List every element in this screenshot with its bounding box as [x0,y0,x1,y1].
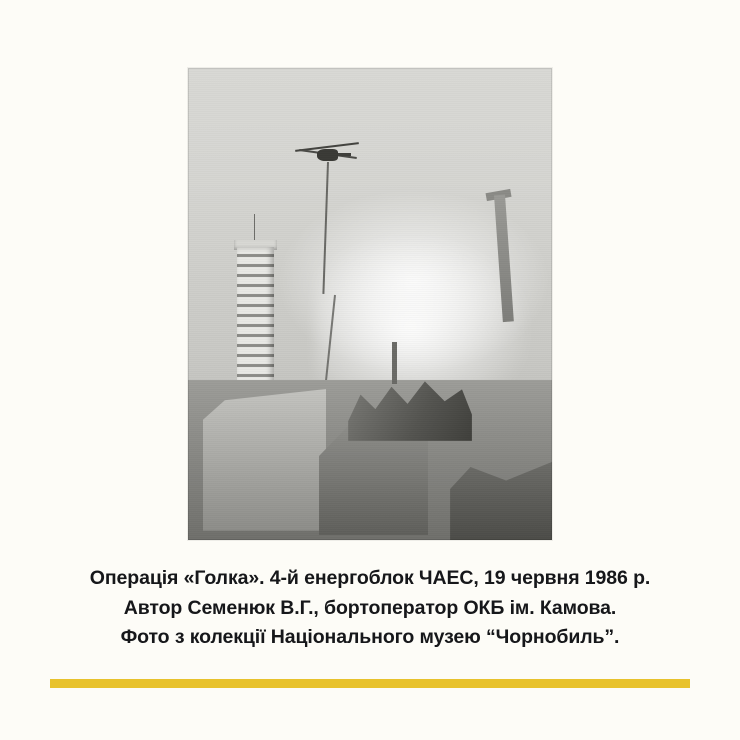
caption-line-3: Фото з колекції Національного музею “Чорнобиль”. [120,626,620,649]
caption-line-2: Автор Семенюк В.Г., бортоператор ОКБ ім. Камова. [123,596,617,619]
photo-frame [188,68,552,540]
reactor-building-left-wing [203,389,327,531]
chernobyl-reactor-photo [188,68,552,540]
vent-stack-mast-icon [254,214,255,242]
photo-caption [30,564,710,653]
accent-bar [50,679,690,688]
accent-bar-wrapper [50,679,690,688]
helicopter-icon [317,149,337,161]
caption-line-1: Операція «Голка». 4-й енергоблок ЧАЕС, 19 червня 1986 р. [89,567,651,589]
smoke-haze [315,238,526,389]
small-mast [392,342,397,384]
